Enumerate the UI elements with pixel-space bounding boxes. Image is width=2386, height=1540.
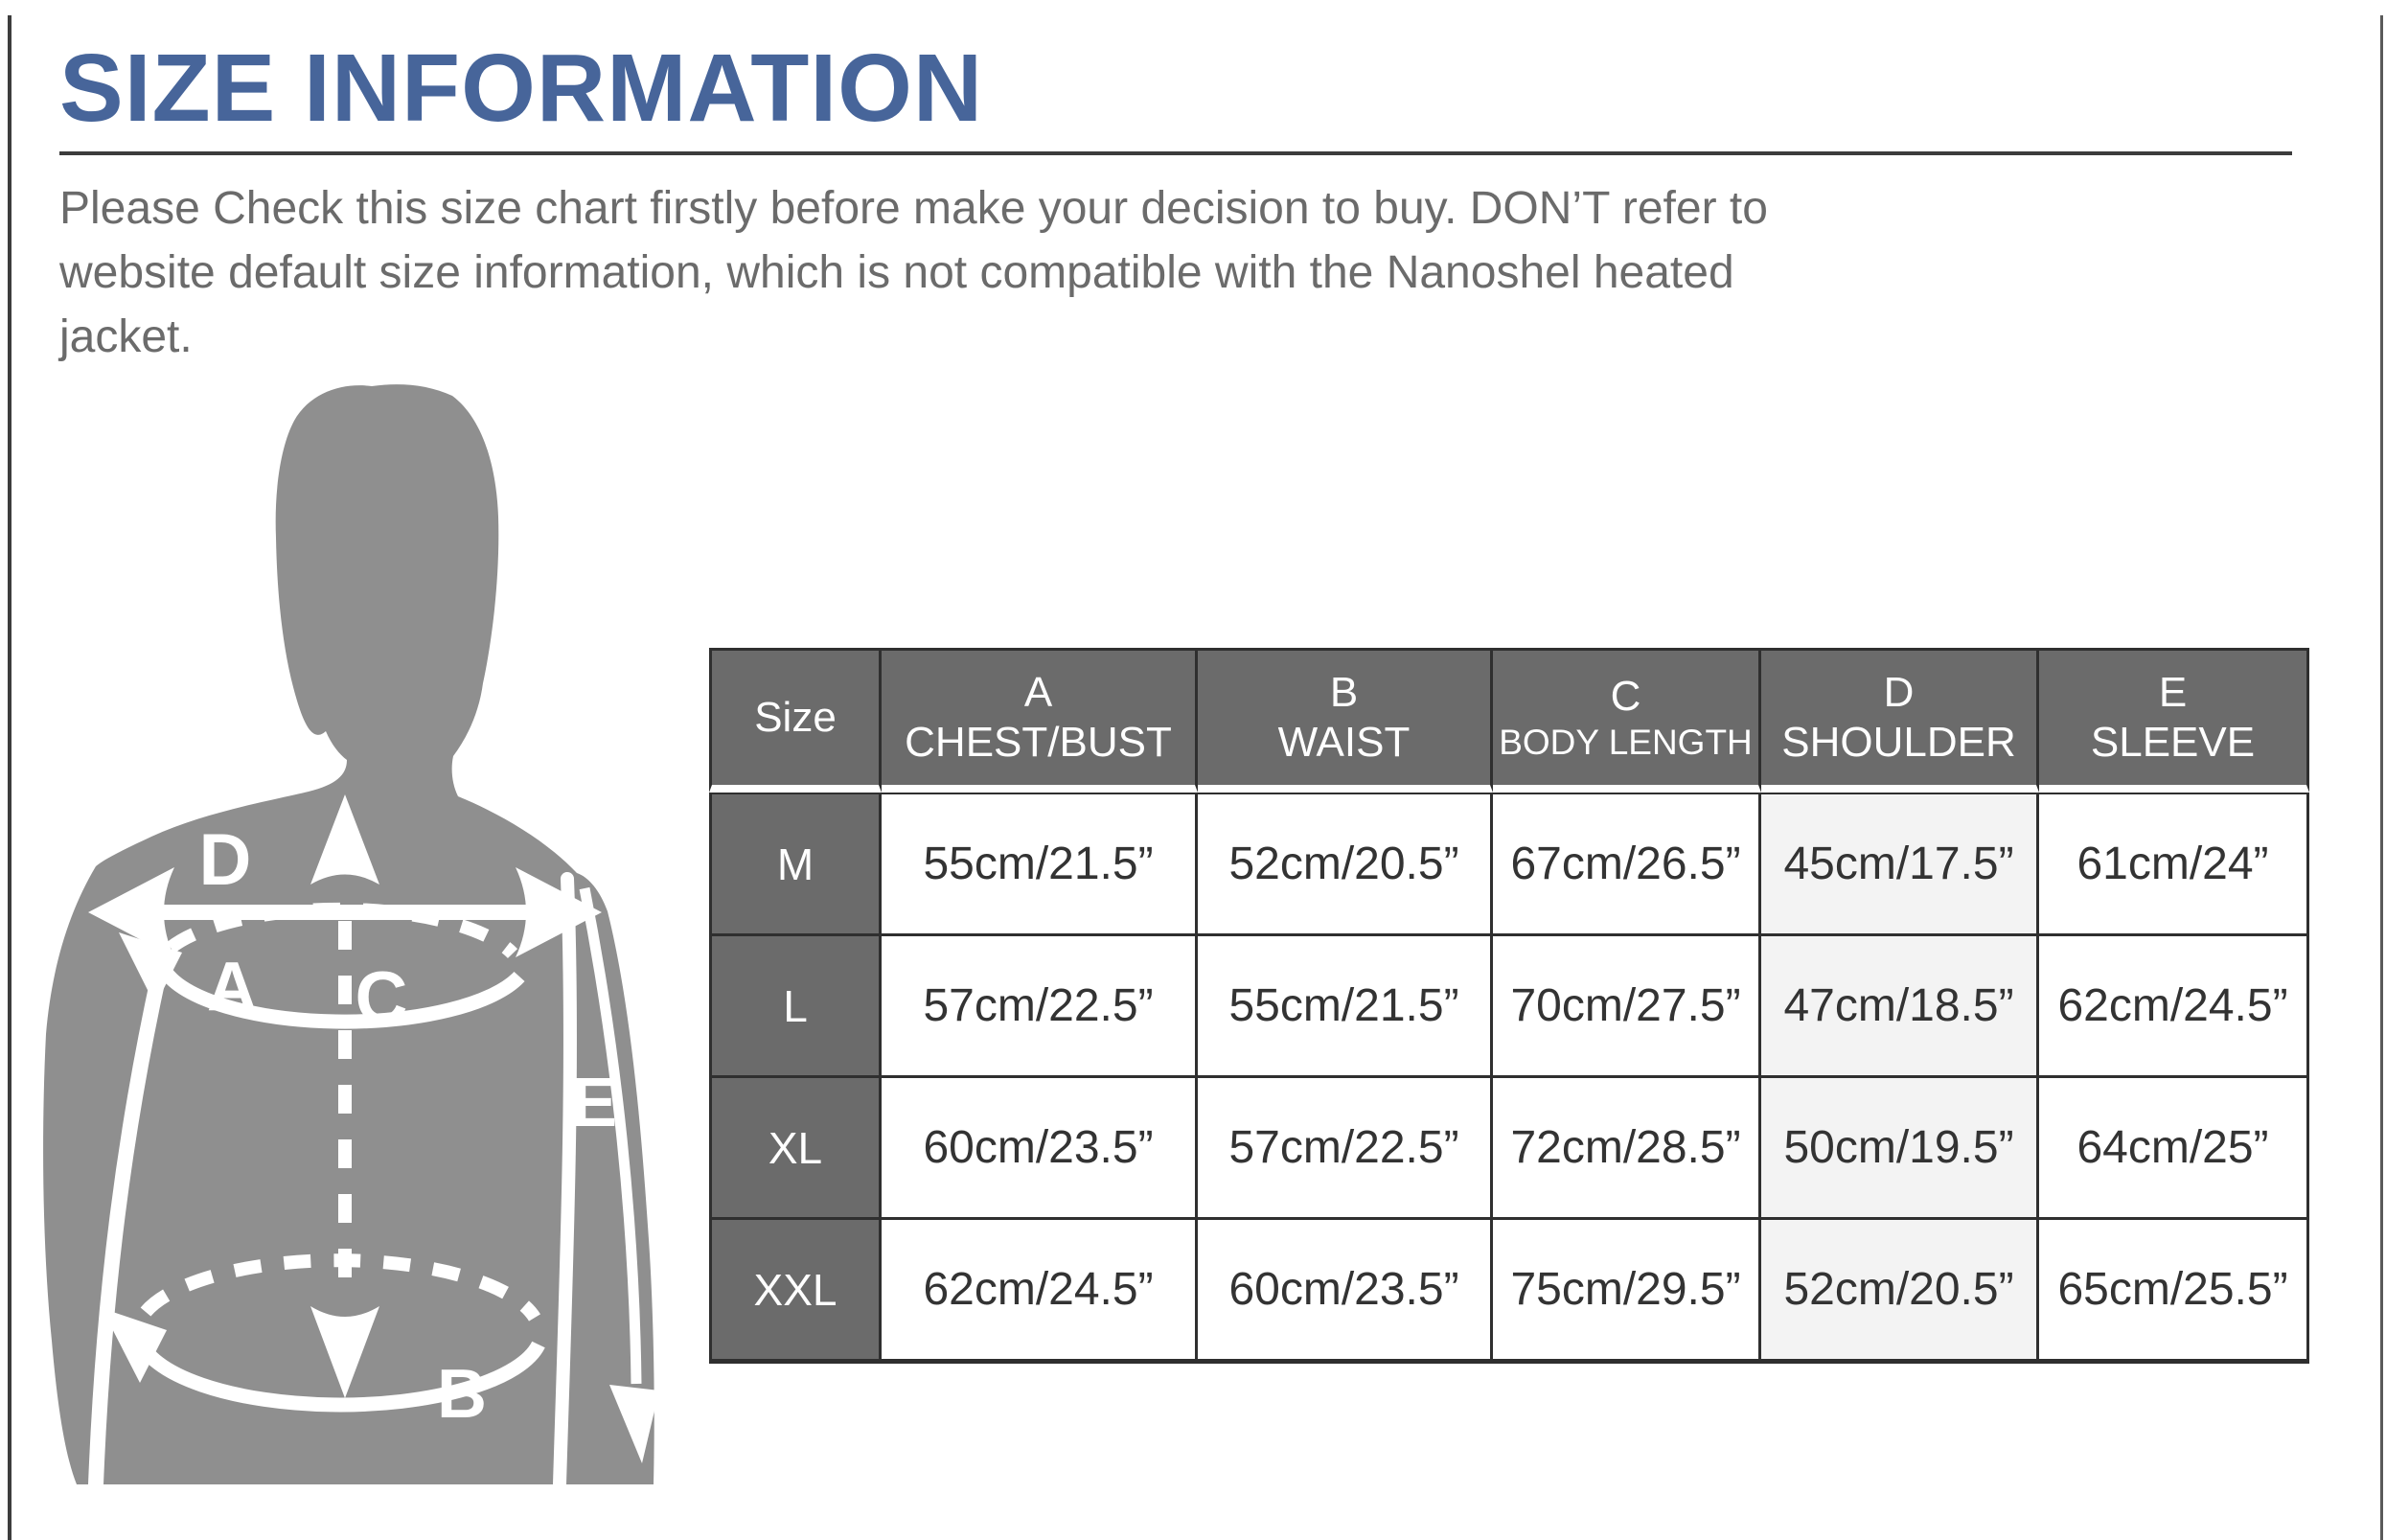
column-letter: C: [1610, 673, 1641, 721]
intro-line: Please Check this size chart firstly before make your decision to buy. DON’T refer to: [59, 183, 1768, 234]
header-cell-sleeve: [2039, 648, 2309, 793]
header-cell-shoulder: [1761, 648, 2039, 793]
column-name: BODY LENGTH: [1499, 723, 1753, 763]
measurement-cell: 60cm/23.5”: [882, 1078, 1198, 1220]
measurement-cell: 55cm/21.5”: [1198, 936, 1493, 1078]
measurement-cell: 61cm/24”: [2039, 793, 2309, 936]
measurement-figure: [10, 382, 690, 1484]
measurement-cell: 70cm/27.5”: [1493, 936, 1761, 1078]
measurement-cell: 72cm/28.5”: [1493, 1078, 1761, 1220]
column-name: WAIST: [1277, 719, 1411, 766]
table-row: [709, 936, 2309, 1078]
label-d: D: [198, 819, 252, 901]
column-letter: D: [1883, 669, 1915, 717]
label-e: E: [570, 1065, 618, 1141]
measurement-cell: 55cm/21.5”: [882, 793, 1198, 936]
intro-line: website default size information, which is not compatible with the Nanoshel heated: [59, 247, 1734, 298]
size-table: [709, 648, 2309, 1364]
column-name: Size: [754, 694, 837, 742]
measurement-cell: 47cm/18.5”: [1761, 936, 2039, 1078]
column-letter: A: [1023, 669, 1053, 717]
size-cell: M: [709, 793, 882, 936]
measurement-cell: 62cm/24.5”: [882, 1220, 1198, 1364]
table-row: [709, 1220, 2309, 1364]
label-b: B: [437, 1356, 487, 1433]
header-cell-waist: [1198, 648, 1493, 793]
intro-text-lines: [59, 176, 1768, 369]
table-row: [709, 793, 2309, 936]
measurement-cell: 67cm/26.5”: [1493, 793, 1761, 936]
measurement-cell: 60cm/23.5”: [1198, 1220, 1493, 1364]
size-cell: XXL: [709, 1220, 882, 1364]
header-cell-size: [709, 648, 882, 793]
column-letter: B: [1329, 669, 1359, 717]
column-name: CHEST/BUST: [905, 719, 1172, 766]
column-letter: E: [2158, 669, 2188, 717]
intro-line: jacket.: [59, 311, 193, 362]
measurement-cell: 52cm/20.5”: [1198, 793, 1493, 936]
measurement-cell: 57cm/22.5”: [882, 936, 1198, 1078]
measurement-cell: 65cm/25.5”: [2039, 1220, 2309, 1364]
measurement-cell: 50cm/19.5”: [1761, 1078, 2039, 1220]
title-divider: [59, 151, 2292, 155]
measurement-cell: 45cm/17.5”: [1761, 793, 2039, 936]
size-cell: XL: [709, 1078, 882, 1220]
header-cell-body-length: [1493, 648, 1761, 793]
label-c: C: [355, 957, 408, 1039]
column-name: SLEEVE: [2090, 719, 2256, 766]
measurement-cell: 52cm/20.5”: [1761, 1220, 2039, 1364]
page-title: SIZE INFORMATION: [59, 34, 984, 142]
table-row: [709, 1078, 2309, 1220]
header-cell-chest: [882, 648, 1198, 793]
measurement-cell: 64cm/25”: [2039, 1078, 2309, 1220]
column-name: SHOULDER: [1781, 719, 2016, 766]
size-cell: L: [709, 936, 882, 1078]
measurement-cell: 62cm/24.5”: [2039, 936, 2309, 1078]
page-border-right: [2380, 15, 2383, 1540]
measurement-cell: 57cm/22.5”: [1198, 1078, 1493, 1220]
size-table-header-row: [709, 648, 2309, 793]
measurement-cell: 75cm/29.5”: [1493, 1220, 1761, 1364]
label-a: A: [207, 949, 257, 1025]
